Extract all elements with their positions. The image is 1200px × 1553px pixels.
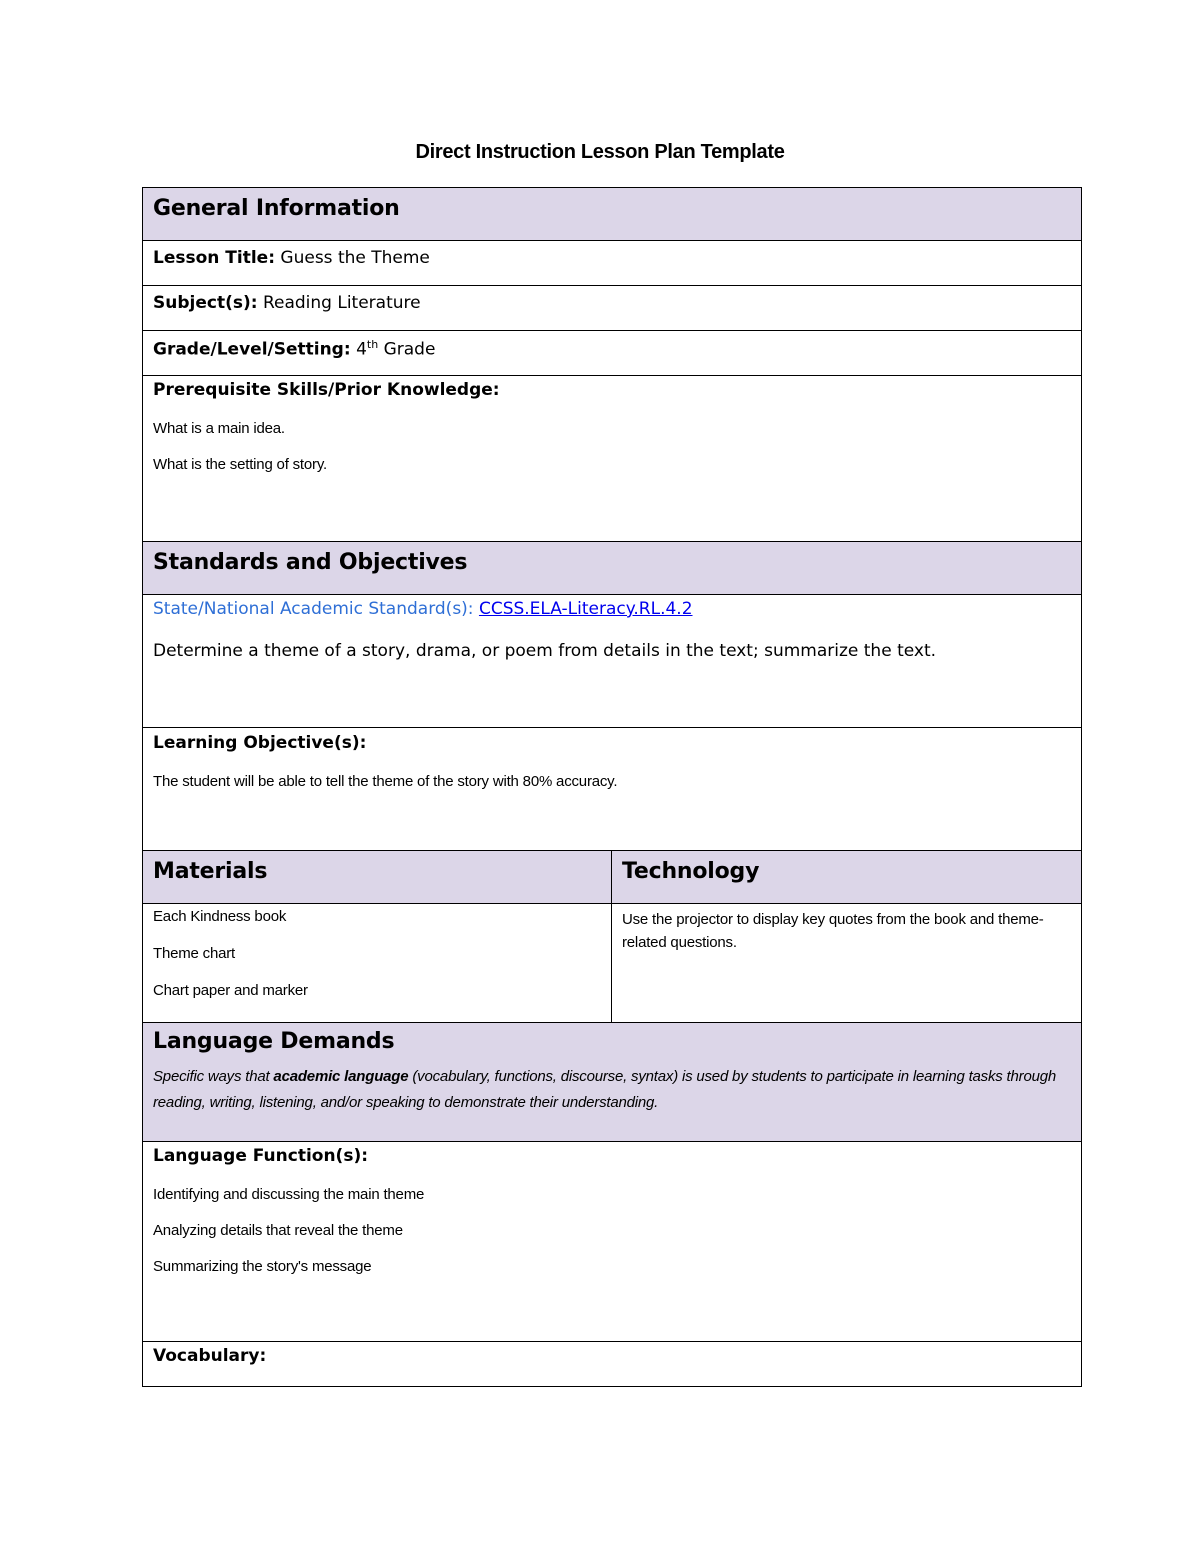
language-functions-row (143, 1142, 1081, 1342)
standards-row (143, 595, 1081, 728)
learning-objective-text: The student will be able to tell the theme of the story with 80% accuracy. (153, 773, 618, 790)
subjects-row (143, 286, 1081, 331)
technology-cell (612, 904, 1081, 1022)
standards-heading: Standards and Objectives (153, 550, 468, 575)
lesson-title-label: Lesson Title: (153, 248, 276, 268)
subjects-value: Reading Literature (262, 293, 421, 313)
learning-objective-row (143, 728, 1081, 851)
language-function-item: Summarizing the story's message (153, 1258, 372, 1275)
language-functions-label: Language Function(s): (153, 1146, 369, 1166)
language-demands-header (143, 1023, 1081, 1142)
materials-heading: Materials (153, 859, 268, 884)
grade-word: Grade (383, 339, 436, 360)
standards-header (143, 542, 1081, 595)
standard-label: State/National Academic Standard(s): (153, 599, 474, 619)
learning-objective-label: Learning Objective(s): (153, 733, 367, 753)
lesson-plan-table (142, 187, 1082, 1387)
technology-text: Use the projector to display key quotes from the book and theme-related questions. (622, 911, 1044, 951)
technology-header (612, 851, 1081, 903)
general-information-heading: General Information (153, 196, 400, 221)
materials-header (143, 851, 612, 903)
standard-link[interactable]: CCSS.ELA-Literacy.RL.4.2 (478, 599, 693, 619)
standard-line (153, 599, 1071, 619)
grade-label: Grade/Level/Setting: (153, 339, 351, 360)
vocabulary-label: Vocabulary: (153, 1346, 267, 1366)
materials-technology-body (143, 904, 1081, 1023)
language-desc-bold: academic language (273, 1068, 409, 1085)
materials-item: Theme chart (153, 945, 235, 962)
language-function-item: Analyzing details that reveal the theme (153, 1222, 403, 1239)
prerequisite-row (143, 376, 1081, 542)
language-demands-description (153, 1064, 1071, 1116)
prerequisite-item: What is the setting of story. (153, 456, 327, 473)
materials-technology-header (143, 851, 1081, 904)
general-information-header (143, 188, 1081, 241)
materials-list (143, 904, 612, 1022)
vocabulary-row (143, 1342, 1081, 1386)
prerequisite-item: What is a main idea. (153, 420, 285, 437)
materials-item: Each Kindness book (153, 908, 287, 925)
prerequisite-label: Prerequisite Skills/Prior Knowledge: (153, 380, 500, 400)
document-title: Direct Instruction Lesson Plan Template (415, 141, 785, 163)
materials-item: Chart paper and marker (153, 982, 308, 999)
lesson-title-value: Guess the Theme (280, 248, 430, 268)
standard-description: Determine a theme of a story, drama, or poem from details in the text; summarize the text. (153, 641, 937, 661)
language-desc-end: (vocabulary, functions, discourse, syntax) is used by students to participate in learning tasks through reading, writing, listening, and/or speaking to demonstrate their understanding. (153, 1068, 1057, 1111)
language-demands-heading: Language Demands (153, 1029, 395, 1054)
language-desc-start: Specific ways that (153, 1068, 274, 1085)
lesson-title-row (143, 241, 1081, 286)
subjects-label: Subject(s): (153, 293, 258, 313)
language-function-item: Identifying and discussing the main theme (153, 1186, 425, 1203)
grade-row (143, 331, 1081, 376)
grade-suffix: th (366, 338, 379, 351)
grade-number: 4 (356, 339, 367, 360)
technology-heading: Technology (622, 859, 760, 884)
